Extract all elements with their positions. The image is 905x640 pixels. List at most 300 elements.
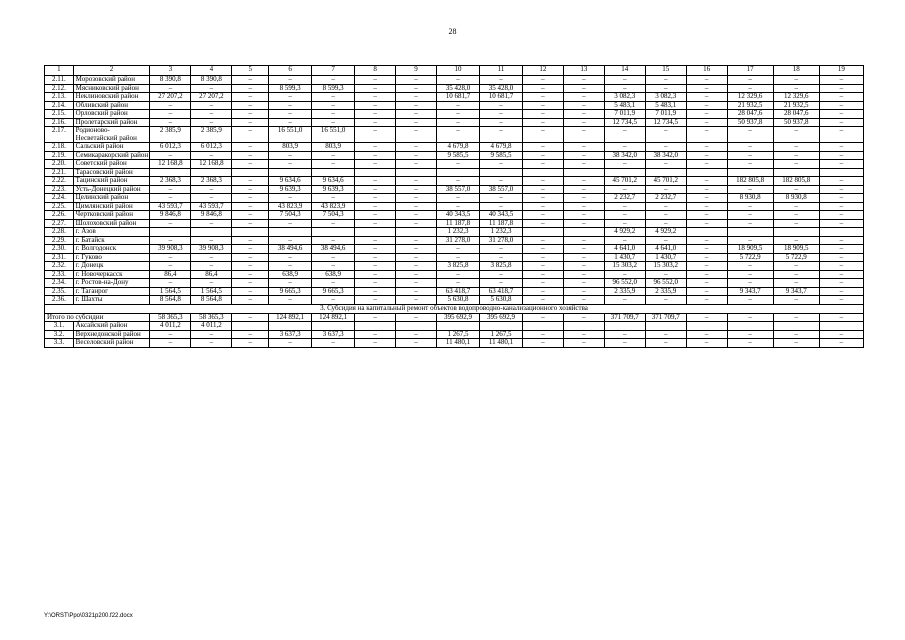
value-cell: – [355, 202, 396, 211]
value-cell: 2 232,7 [645, 194, 686, 203]
value-cell: – [396, 160, 437, 169]
value-cell: – [604, 160, 645, 169]
district-name: Аксайский район [73, 322, 150, 331]
value-cell: – [522, 151, 563, 160]
value-cell: – [191, 194, 232, 203]
row-number: 2.35. [45, 287, 74, 296]
value-cell: 43 823,9 [312, 202, 355, 211]
value-cell: – [563, 160, 604, 169]
value-cell: – [269, 339, 312, 348]
value-cell: – [686, 93, 727, 102]
value-cell: 39 908,3 [150, 245, 191, 254]
value-cell: – [479, 160, 522, 169]
district-name: Веселовский район [73, 339, 150, 348]
value-cell [727, 322, 773, 331]
column-number: 1 [45, 66, 74, 76]
value-cell: – [563, 84, 604, 93]
value-cell: – [355, 194, 396, 203]
value-cell: – [436, 245, 479, 254]
value-cell [686, 322, 727, 331]
value-cell: – [396, 211, 437, 220]
value-cell: – [396, 202, 437, 211]
total-label: Итого по субсидии [45, 313, 150, 322]
value-cell: – [522, 313, 563, 322]
value-cell: 11 187,8 [436, 219, 479, 228]
value-cell: 35 428,0 [479, 84, 522, 93]
value-cell: – [522, 101, 563, 110]
value-cell: – [396, 279, 437, 288]
value-cell: – [436, 118, 479, 127]
value-cell [522, 322, 563, 331]
value-cell: – [686, 177, 727, 186]
value-cell: – [563, 93, 604, 102]
district-name: г. Донецк [73, 262, 150, 271]
value-cell: 3 825,8 [479, 262, 522, 271]
value-cell: – [727, 185, 773, 194]
value-cell: – [727, 202, 773, 211]
value-cell: – [232, 262, 269, 271]
value-cell: 1 267,5 [479, 330, 522, 339]
value-cell: – [436, 202, 479, 211]
value-cell [522, 168, 563, 177]
value-cell: 27 207,2 [150, 93, 191, 102]
budget-table [44, 65, 864, 348]
value-cell: – [604, 76, 645, 85]
value-cell: – [686, 313, 727, 322]
value-cell: – [522, 245, 563, 254]
value-cell: – [727, 219, 773, 228]
value-cell: 9 846,8 [150, 211, 191, 220]
row-number: 2.29. [45, 236, 74, 245]
value-cell [232, 228, 269, 237]
value-cell: – [312, 93, 355, 102]
value-cell: – [232, 211, 269, 220]
value-cell: – [727, 143, 773, 152]
value-cell: – [773, 339, 819, 348]
value-cell: – [150, 253, 191, 262]
value-cell: – [396, 219, 437, 228]
value-cell: 124 892,1 [269, 313, 312, 322]
value-cell [522, 228, 563, 237]
value-cell: 43 823,9 [269, 202, 312, 211]
value-cell: – [396, 185, 437, 194]
column-number: 7 [312, 66, 355, 76]
column-number: 9 [396, 66, 437, 76]
value-cell: – [150, 330, 191, 339]
value-cell: 2 368,3 [191, 177, 232, 186]
value-cell: 28 047,6 [727, 110, 773, 119]
value-cell: – [479, 253, 522, 262]
value-cell: – [773, 219, 819, 228]
value-cell: – [686, 84, 727, 93]
value-cell: – [191, 262, 232, 271]
value-cell: – [604, 185, 645, 194]
value-cell: – [312, 279, 355, 288]
column-number: 8 [355, 66, 396, 76]
value-cell: – [563, 330, 604, 339]
value-cell: 27 207,2 [191, 93, 232, 102]
value-cell: – [150, 110, 191, 119]
row-number: 2.32. [45, 262, 74, 271]
value-cell: – [686, 236, 727, 245]
value-cell: – [727, 279, 773, 288]
value-cell: – [522, 143, 563, 152]
column-number: 14 [604, 66, 645, 76]
value-cell: 9 665,3 [312, 287, 355, 296]
value-cell: – [522, 236, 563, 245]
value-cell: – [686, 160, 727, 169]
value-cell: – [355, 279, 396, 288]
district-name: Тарасовский район [73, 168, 150, 177]
column-number: 16 [686, 66, 727, 76]
value-cell [645, 322, 686, 331]
row-number: 2.23. [45, 185, 74, 194]
value-cell: – [396, 245, 437, 254]
value-cell: – [727, 262, 773, 271]
value-cell: – [645, 219, 686, 228]
row-number: 2.18. [45, 143, 74, 152]
value-cell: – [269, 151, 312, 160]
column-number: 11 [479, 66, 522, 76]
value-cell: – [819, 330, 863, 339]
value-cell: – [522, 211, 563, 220]
value-cell: – [355, 110, 396, 119]
value-cell: 40 343,5 [479, 211, 522, 220]
value-cell: – [269, 110, 312, 119]
value-cell: – [232, 202, 269, 211]
value-cell: – [604, 127, 645, 143]
value-cell: 9 585,5 [479, 151, 522, 160]
value-cell: – [819, 287, 863, 296]
district-name: Родионово-Несветайский район [73, 127, 150, 143]
table-row [45, 287, 864, 296]
value-cell: – [191, 84, 232, 93]
value-cell: – [819, 160, 863, 169]
value-cell: – [522, 185, 563, 194]
row-number: 2.17. [45, 127, 74, 143]
value-cell: 12 168,8 [150, 160, 191, 169]
value-cell: – [232, 270, 269, 279]
value-cell: – [686, 330, 727, 339]
row-number: 2.12. [45, 84, 74, 93]
table-row [45, 177, 864, 186]
value-cell: – [645, 236, 686, 245]
value-cell [604, 168, 645, 177]
value-cell: – [355, 93, 396, 102]
value-cell: 16 551,0 [312, 127, 355, 143]
value-cell: – [312, 160, 355, 169]
table-row [45, 194, 864, 203]
value-cell: – [819, 219, 863, 228]
value-cell: – [396, 296, 437, 305]
value-cell [355, 228, 396, 237]
value-cell: 58 365,3 [150, 313, 191, 322]
value-cell: 63 418,7 [436, 287, 479, 296]
district-name: Цимлянский район [73, 202, 150, 211]
value-cell: 18 909,5 [773, 245, 819, 254]
value-cell: – [150, 84, 191, 93]
value-cell: 8 930,8 [773, 194, 819, 203]
value-cell: 12 329,6 [773, 93, 819, 102]
value-cell: – [232, 101, 269, 110]
column-number: 12 [522, 66, 563, 76]
table-row [45, 322, 864, 331]
value-cell: – [819, 177, 863, 186]
value-cell: 50 937,8 [773, 118, 819, 127]
value-cell: – [773, 270, 819, 279]
value-cell: – [312, 194, 355, 203]
value-cell: – [773, 143, 819, 152]
value-cell: 10 681,7 [436, 93, 479, 102]
value-cell: – [396, 127, 437, 143]
section-title: 3. Субсидия на капитальный ремонт объектов водопроводно-канализационного хозяйства [45, 304, 864, 313]
district-name: Семикаракорский район [73, 151, 150, 160]
value-cell: – [604, 330, 645, 339]
value-cell: – [686, 211, 727, 220]
value-cell: 8 564,8 [191, 296, 232, 305]
row-number: 2.26. [45, 211, 74, 220]
value-cell: 8 599,3 [269, 84, 312, 93]
value-cell: – [269, 160, 312, 169]
value-cell: 6 012,3 [191, 143, 232, 152]
row-number: 2.33. [45, 270, 74, 279]
column-number: 2 [73, 66, 150, 76]
section-row [45, 304, 864, 313]
value-cell: – [269, 93, 312, 102]
value-cell: – [522, 177, 563, 186]
table-row [45, 339, 864, 348]
value-cell: – [312, 76, 355, 85]
value-cell [269, 168, 312, 177]
value-cell: 7 504,3 [312, 211, 355, 220]
value-cell: – [819, 279, 863, 288]
value-cell: – [645, 211, 686, 220]
table-row [45, 160, 864, 169]
table-row [45, 110, 864, 119]
value-cell [479, 322, 522, 331]
value-cell: 182 805,8 [727, 177, 773, 186]
value-cell: – [436, 76, 479, 85]
table-row [45, 127, 864, 143]
value-cell: 4 011,2 [150, 322, 191, 331]
value-cell: – [727, 270, 773, 279]
value-cell: – [191, 339, 232, 348]
row-number: 3.1. [45, 322, 74, 331]
value-cell: – [312, 101, 355, 110]
table-row [45, 219, 864, 228]
value-cell [269, 322, 312, 331]
value-cell [396, 168, 437, 177]
value-cell: – [727, 76, 773, 85]
value-cell [396, 228, 437, 237]
value-cell: – [563, 202, 604, 211]
value-cell: 5 483,1 [645, 101, 686, 110]
value-cell: – [727, 236, 773, 245]
value-cell: – [396, 330, 437, 339]
value-cell [232, 322, 269, 331]
value-cell: 182 805,8 [773, 177, 819, 186]
value-cell: 12 329,6 [727, 93, 773, 102]
value-cell: – [819, 262, 863, 271]
value-cell: – [396, 253, 437, 262]
row-number: 2.11. [45, 76, 74, 85]
value-cell: – [355, 270, 396, 279]
value-cell: 2 368,3 [150, 177, 191, 186]
value-cell: 803,9 [312, 143, 355, 152]
value-cell: – [191, 253, 232, 262]
value-cell: – [645, 339, 686, 348]
value-cell: 638,9 [269, 270, 312, 279]
district-name: Обливский район [73, 101, 150, 110]
value-cell: – [396, 177, 437, 186]
value-cell: – [232, 143, 269, 152]
district-name: Сальский район [73, 143, 150, 152]
value-cell: – [396, 93, 437, 102]
value-cell [727, 168, 773, 177]
value-cell: 638,9 [312, 270, 355, 279]
district-name: г. Таганрог [73, 287, 150, 296]
value-cell: 4 011,2 [191, 322, 232, 331]
value-cell: 1 564,5 [191, 287, 232, 296]
value-cell: – [773, 236, 819, 245]
table-row [45, 202, 864, 211]
value-cell: – [269, 76, 312, 85]
value-cell: – [604, 270, 645, 279]
value-cell: – [269, 118, 312, 127]
value-cell [232, 168, 269, 177]
value-cell: 7 011,9 [604, 110, 645, 119]
value-cell: – [563, 151, 604, 160]
table-row [45, 185, 864, 194]
row-number: 2.16. [45, 118, 74, 127]
value-cell: 11 480,1 [436, 339, 479, 348]
value-cell: – [191, 219, 232, 228]
table-body [45, 66, 864, 348]
value-cell: – [355, 253, 396, 262]
value-cell: – [522, 330, 563, 339]
value-cell: – [396, 110, 437, 119]
row-number: 2.14. [45, 101, 74, 110]
row-number: 2.31. [45, 253, 74, 262]
value-cell: – [312, 339, 355, 348]
value-cell: – [396, 76, 437, 85]
value-cell: – [191, 101, 232, 110]
value-cell: – [191, 185, 232, 194]
table-row [45, 253, 864, 262]
value-cell: – [355, 151, 396, 160]
value-cell: – [563, 279, 604, 288]
value-cell: – [269, 296, 312, 305]
value-cell: 8 564,8 [150, 296, 191, 305]
value-cell: 5 483,1 [604, 101, 645, 110]
value-cell: – [355, 219, 396, 228]
value-cell: – [686, 194, 727, 203]
value-cell: – [686, 219, 727, 228]
row-number: 2.15. [45, 110, 74, 119]
value-cell: – [819, 101, 863, 110]
value-cell: – [819, 185, 863, 194]
value-cell: – [563, 110, 604, 119]
value-cell: – [522, 253, 563, 262]
value-cell: 8 599,3 [312, 84, 355, 93]
value-cell: 40 343,5 [436, 211, 479, 220]
row-number: 2.27. [45, 219, 74, 228]
value-cell [479, 168, 522, 177]
district-name: Целинский район [73, 194, 150, 203]
row-number: 2.30. [45, 245, 74, 254]
value-cell: – [522, 287, 563, 296]
value-cell: 58 365,3 [191, 313, 232, 322]
value-cell: – [645, 143, 686, 152]
district-name: Неклиновский район [73, 93, 150, 102]
district-name: Шолоховский район [73, 219, 150, 228]
value-cell: – [563, 118, 604, 127]
value-cell: 86,4 [191, 270, 232, 279]
table-row [45, 330, 864, 339]
value-cell: – [563, 219, 604, 228]
value-cell: – [232, 151, 269, 160]
value-cell: 2 385,9 [191, 127, 232, 143]
value-cell: 12 168,8 [191, 160, 232, 169]
value-cell [563, 228, 604, 237]
value-cell: – [232, 177, 269, 186]
value-cell: – [727, 84, 773, 93]
value-cell: – [727, 313, 773, 322]
value-cell: – [522, 219, 563, 228]
value-cell: – [819, 313, 863, 322]
value-cell: 8 930,8 [727, 194, 773, 203]
value-cell: – [819, 84, 863, 93]
value-cell: 7 011,9 [645, 110, 686, 119]
value-cell: – [604, 219, 645, 228]
value-cell: – [773, 211, 819, 220]
value-cell: – [819, 236, 863, 245]
value-cell: 12 734,5 [645, 118, 686, 127]
value-cell: – [604, 202, 645, 211]
value-cell: – [563, 253, 604, 262]
value-cell: 8 390,8 [191, 76, 232, 85]
value-cell: – [355, 84, 396, 93]
value-cell: 31 278,0 [479, 236, 522, 245]
value-cell: – [191, 330, 232, 339]
value-cell: – [645, 185, 686, 194]
value-cell: – [773, 313, 819, 322]
value-cell: 10 681,7 [479, 93, 522, 102]
value-cell: – [686, 245, 727, 254]
value-cell: – [436, 127, 479, 143]
value-cell: – [604, 211, 645, 220]
value-cell: – [686, 253, 727, 262]
value-cell: – [819, 151, 863, 160]
value-cell: – [150, 262, 191, 271]
value-cell: – [232, 127, 269, 143]
value-cell: – [396, 194, 437, 203]
value-cell: – [819, 245, 863, 254]
value-cell: – [522, 270, 563, 279]
value-cell [819, 168, 863, 177]
value-cell: – [522, 110, 563, 119]
value-cell: – [479, 118, 522, 127]
column-number: 17 [727, 66, 773, 76]
value-cell: – [727, 151, 773, 160]
value-cell: – [269, 219, 312, 228]
value-cell: – [604, 236, 645, 245]
value-cell: – [355, 296, 396, 305]
value-cell: 9 639,3 [269, 185, 312, 194]
value-cell: – [232, 296, 269, 305]
value-cell [819, 322, 863, 331]
value-cell: 15 303,2 [645, 262, 686, 271]
